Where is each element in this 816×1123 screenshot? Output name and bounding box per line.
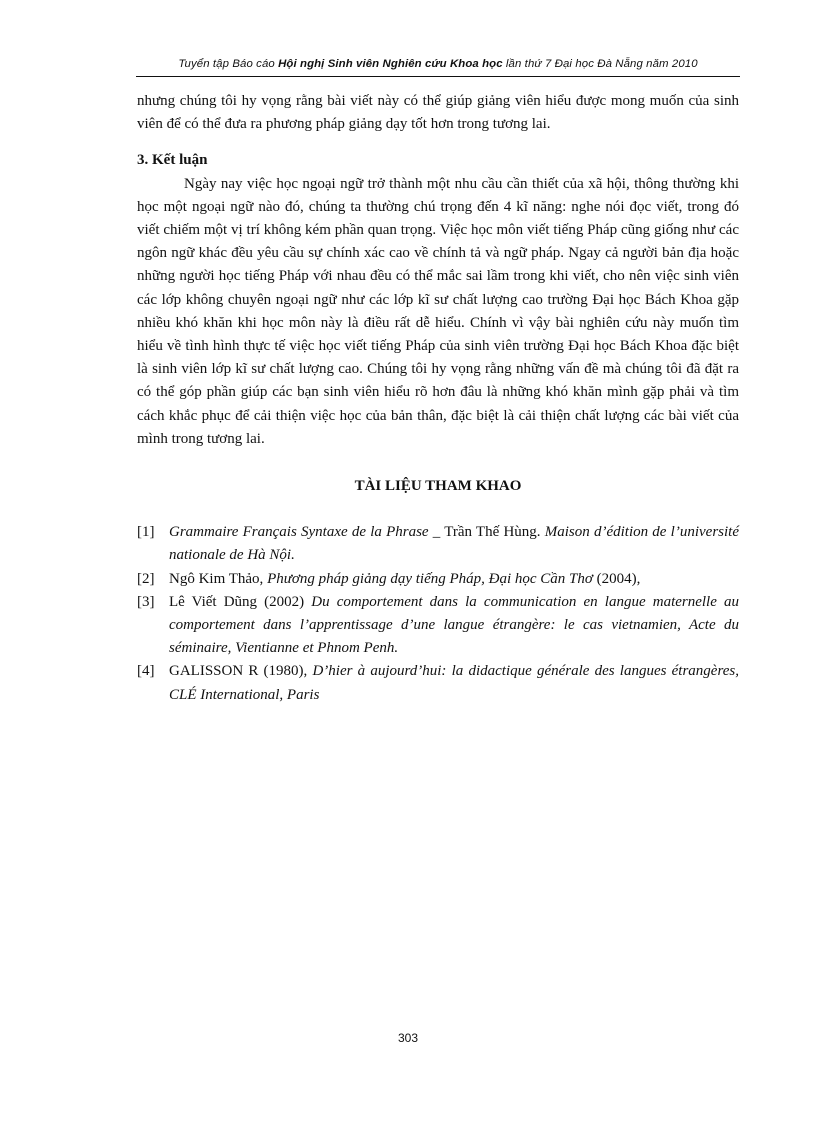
reference-item-3 bbox=[137, 591, 739, 661]
reference-text bbox=[169, 591, 739, 661]
header-prefix: Tuyển tập Báo cáo bbox=[178, 58, 279, 70]
intro-paragraph: nhưng chúng tôi hy vọng rằng bài viết này có thể giúp giảng viên hiểu được mong muốn của sinh viên để có thể đưa ra phương pháp giảng dạy tốt hơn trong tương lai. bbox=[137, 93, 739, 133]
reference-number: [1] bbox=[137, 524, 155, 541]
reference-author: GALISSON R (1980), bbox=[169, 663, 313, 680]
reference-item-1 bbox=[137, 521, 739, 567]
reference-number: [2] bbox=[137, 570, 155, 587]
reference-title: Phương pháp giảng dạy tiếng Pháp, Đại học Cần Thơ bbox=[267, 570, 593, 587]
reference-title: Grammaire Français Syntaxe de la Phrase bbox=[169, 524, 429, 541]
reference-author: Lê Viết Dũng (2002) bbox=[169, 593, 312, 610]
conclusion-paragraph: Ngày nay việc học ngoại ngữ trở thành một nhu cầu cần thiết của xã hội, thông thường khi học một ngoại ngữ nào đó, chúng ta thường chú trọng đến 4 kĩ năng: nghe nói đọc viết, trong đó viết chiếm một vị trí không kém phần quan trọng. Việc học môn viết tiếng Pháp cũng giống như các ngôn ngữ khác đều yêu cầu sự chính xác cao về chính tả và ngữ pháp. Ngay cả người bản địa hoặc những người học tiếng Pháp với nhau đều có thể mắc sai lầm trong khi viết, cho nên việc sinh viên các lớp không chuyên ngoại ngữ như các lớp kĩ sư chất lượng cao trường Đại học Bách Khoa gặp nhiều khó khăn khi học môn này là điều rất dễ hiểu. Chính vì vậy bài nghiên cứu này muốn tìm hiểu về tình hình thực tế việc học viết tiếng Pháp của sinh viên trường Đại học Bách Khoa đặc biệt là sinh viên lớp kĩ sư chất lượng cao. Chúng tôi hy vọng rằng những vấn đề mà chúng tôi đã đặt ra có thể góp phần giúp các bạn sinh viên hiểu rõ hơn đâu là những khó khăn mình gặp phải và tìm cách khắc phục để cải thiện việc học của bản thân, đặc biệt là cải thiện chất lượng các bài viết của mình trong tương lai. bbox=[137, 175, 739, 447]
reference-number: [4] bbox=[137, 663, 155, 680]
reference-author: Ngô Kim Thảo, bbox=[169, 570, 268, 587]
header-conference-name: Hội nghị Sinh viên Nghiên cứu Khoa học bbox=[278, 58, 503, 70]
section-title: 3. Kết luận bbox=[137, 152, 208, 169]
reference-item-2 bbox=[137, 568, 739, 591]
page-number: 303 bbox=[397, 1031, 419, 1045]
reference-number: [3] bbox=[137, 593, 155, 610]
page-content bbox=[137, 90, 739, 707]
running-header bbox=[136, 58, 740, 70]
references-title: TÀI LIỆU THAM KHAO bbox=[354, 478, 522, 495]
header-rule bbox=[136, 76, 740, 77]
reference-text bbox=[169, 660, 739, 706]
reference-item-4 bbox=[137, 660, 739, 706]
header-suffix: lần thứ 7 Đại học Đà Nẵng năm 2010 bbox=[502, 58, 698, 70]
reference-publisher: Maison d’édition de l’université nationale de Hà Nội. bbox=[169, 524, 739, 564]
reference-text bbox=[169, 568, 739, 591]
reference-text bbox=[169, 521, 739, 567]
reference-title: Du comportement dans la communication en langue maternelle au comportement dans l’apprentissage d’une langue étrangère: le cas vietnamien, Acte du séminaire, Vientianne et Phnom Penh. bbox=[169, 593, 739, 657]
reference-title: D’hier à aujourd’hui: la didactique générale des langues étrangères, CLÉ International, Paris bbox=[169, 663, 739, 703]
reference-author: _ Trần Thế Hùng. bbox=[428, 524, 545, 541]
reference-year: (2004), bbox=[592, 570, 641, 587]
